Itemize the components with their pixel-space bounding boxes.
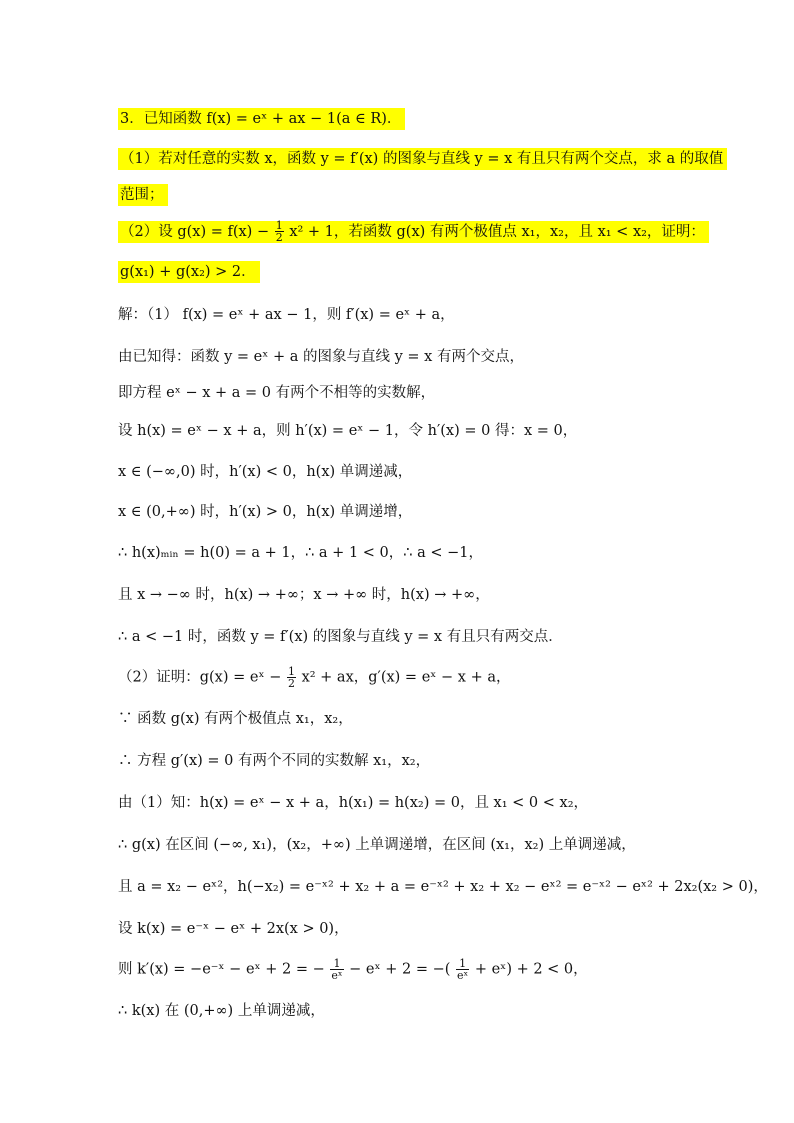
problem-part2-line2: g(x₁) + g(x₂) > 2． bbox=[118, 261, 260, 283]
problem-part1-line2: 范围； bbox=[118, 184, 168, 206]
solution-line-7: ∴ h(x)ₘᵢₙ = h(0) = a + 1，∴ a + 1 < 0，∴ a < −1， bbox=[118, 545, 483, 561]
solution-line-10: （2）证明：g(x) = eˣ − $\frac{1}{2}$ x² + ax，g′(x) = eˣ − x + a， bbox=[118, 665, 511, 690]
solution-line-3: 即方程 eˣ − x + a = 0 有两个不相等的实数解， bbox=[118, 385, 436, 401]
solution-line-2: 由已知得：函数 y = eˣ + a 的图象与直线 y = x 有两个交点， bbox=[118, 349, 524, 365]
solution-line-11: ∵ 函数 g(x) 有两个极值点 x₁，x₂， bbox=[118, 711, 353, 727]
solution-line-5: x ∈ (−∞,0) 时，h′(x) < 0，h(x) 单调递减， bbox=[118, 464, 413, 480]
problem-title bbox=[118, 108, 405, 130]
problem-part2-line1: （2）设 g(x) = f(x) − $\frac{1}{2}$ x² + 1，若函数 g(x) 有两个极值点 x₁，x₂，且 x₁ < x₂，证明： bbox=[118, 220, 709, 243]
solution-line-16: 设 k(x) = e⁻ˣ − eˣ + 2x(x > 0)， bbox=[118, 921, 349, 937]
solution-line-4: 设 h(x) = eˣ − x + a，则 h′(x) = eˣ − 1，令 h′(x) = 0 得：x = 0， bbox=[118, 423, 578, 439]
fraction-one-over-exp: $\frac{1}{\text{eˣ}}$ bbox=[457, 957, 469, 982]
solution-line-6: x ∈ (0,+∞) 时，h′(x) > 0，h(x) 单调递增， bbox=[118, 504, 413, 520]
solution-line-14: ∴ g(x) 在区间 (−∞, x₁)，(x₂，+∞) 上单调递增，在区间 (x₁，x₂) 上单调递减， bbox=[118, 837, 636, 853]
solution-line-9: ∴ a < −1 时，函数 y = f′(x) 的图象与直线 y = x 有且只有两交点． bbox=[118, 629, 563, 645]
solution-line-17: 则 k′(x) = −e⁻ˣ − eˣ + 2 = − $\frac{1}{\text{eˣ}}$ − eˣ + 2 = −( $\frac{1}{\text{eˣ}}$ + eˣ) + 2 < 0， bbox=[118, 957, 588, 982]
solution-line-15: 且 a = x₂ − eˣ²，h(−x₂) = e⁻ˣ² + x₂ + a = e⁻ˣ² + x₂ + x₂ − eˣ² = e⁻ˣ² − eˣ² + 2x₂(x₂ > 0)， bbox=[118, 879, 768, 895]
solution-line-13: 由（1）知：h(x) = eˣ − x + a，h(x₁) = h(x₂) = 0，且 x₁ < 0 < x₂， bbox=[118, 795, 589, 811]
problem-title-text: 3．已知函数 f(x) = eˣ + ax − 1(a ∈ R)． bbox=[118, 108, 405, 130]
solution-line-12: ∴ 方程 g′(x) = 0 有两个不同的实数解 x₁，x₂， bbox=[118, 753, 431, 769]
solution-line-1: 解：（1） f(x) = eˣ + ax − 1，则 f′(x) = eˣ + a， bbox=[118, 307, 455, 323]
fraction-one-half: $\frac{1}{2}$ bbox=[287, 665, 295, 690]
fraction-one-over-exp: $\frac{1}{\text{eˣ}}$ bbox=[331, 957, 343, 982]
solution-line-8: 且 x → −∞ 时，h(x) → +∞；x → +∞ 时，h(x) → +∞， bbox=[118, 587, 490, 603]
solution-line-18: ∴ k(x) 在 (0,+∞) 上单调递减， bbox=[118, 1003, 325, 1019]
problem-part1-line1: （1）若对任意的实数 x，函数 y = f′(x) 的图象与直线 y = x 有且只有两个交点，求 a 的取值 bbox=[118, 148, 727, 170]
fraction-one-half: $\frac{1}{2}$ bbox=[275, 219, 283, 244]
